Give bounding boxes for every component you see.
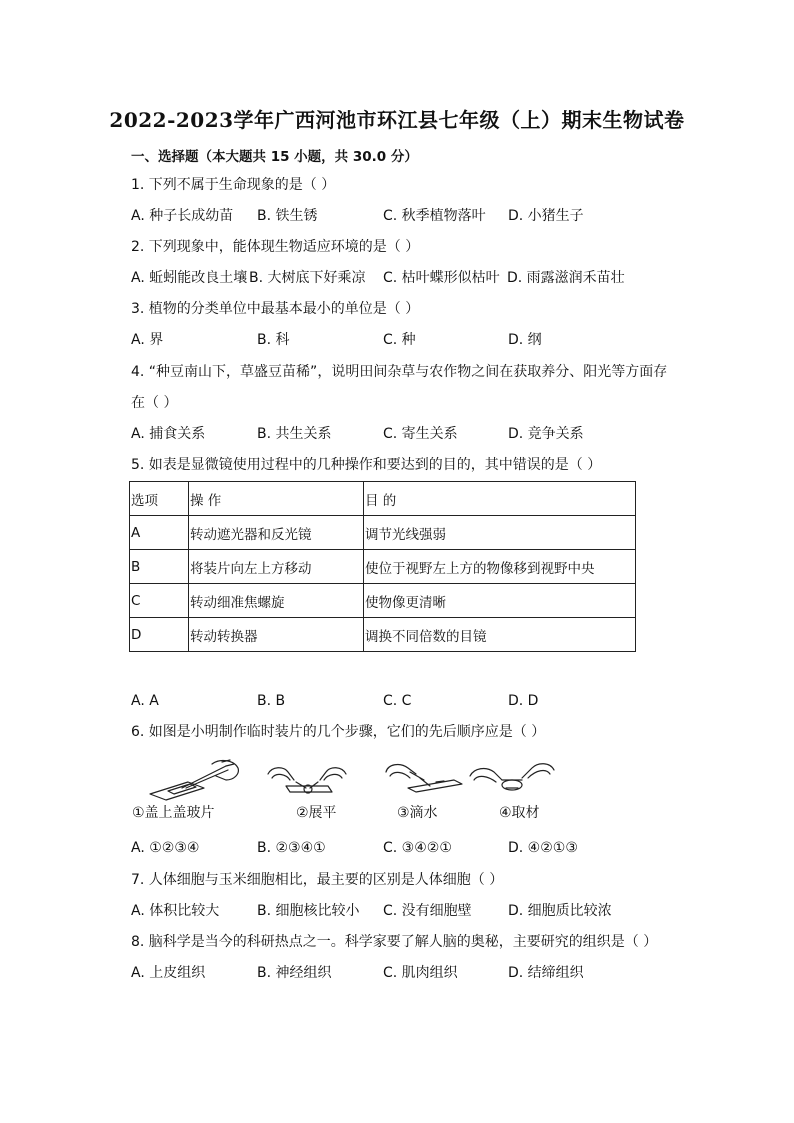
question-4-option-c[interactable]: C. 寄生关系	[383, 426, 458, 442]
table-header-row	[130, 482, 636, 516]
question-1-option-c[interactable]: C. 秋季植物落叶	[383, 208, 486, 224]
table-row	[130, 584, 636, 618]
question-6-stem: 6. 如图是小明制作临时装片的几个步骤，它们的先后顺序应是（ ）	[131, 724, 546, 740]
question-8-stem: 8. 脑科学是当今的科研热点之一。科学家要了解人脑的奥秘，主要研究的组织是（ ）	[131, 934, 658, 950]
question-2-option-d[interactable]: D. 雨露滋润禾苗壮	[507, 270, 625, 286]
table-row	[130, 618, 636, 652]
question-1-options	[131, 206, 651, 226]
question-8-option-c[interactable]: C. 肌肉组织	[383, 965, 458, 981]
question-3-option-d[interactable]: D. 纲	[508, 332, 542, 348]
table-cell: 调换不同倍数的目镜	[364, 618, 636, 652]
question-7-stem: 7. 人体细胞与玉米细胞相比，最主要的区别是人体细胞（ ）	[131, 872, 504, 888]
question-2-option-c[interactable]: C. 枯叶蝶形似枯叶	[383, 270, 500, 286]
table-cell: 使物像更清晰	[364, 584, 636, 618]
question-6-option-b[interactable]: B. ②③④①	[257, 840, 326, 856]
exam-title: 2022-2023学年广西河池市环江县七年级（上）期末生物试卷	[109, 108, 685, 132]
question-7-option-d[interactable]: D. 细胞质比较浓	[508, 903, 612, 919]
table-cell: 将装片向左上方移动	[189, 550, 364, 584]
question-6-option-a[interactable]: A. ①②③④	[131, 840, 200, 856]
question-7-option-b[interactable]: B. 细胞核比较小	[257, 903, 360, 919]
question-5-stem: 5. 如表是显微镜使用过程中的几种操作和要达到的目的，其中错误的是（ ）	[131, 457, 602, 473]
question-5-option-b[interactable]: B. B	[257, 693, 286, 709]
question-3-option-b[interactable]: B. 科	[257, 332, 290, 348]
table-cell: 调节光线强弱	[364, 516, 636, 550]
question-7-option-c[interactable]: C. 没有细胞壁	[383, 903, 472, 919]
question-3-options	[131, 330, 651, 350]
question-7-option-a[interactable]: A. 体积比较大	[131, 903, 220, 919]
table-header-cell: 选项	[130, 482, 189, 516]
table-cell: 使位于视野左上方的物像移到视野中央	[364, 550, 636, 584]
sampling-illustration	[470, 764, 554, 790]
table-row	[130, 516, 636, 550]
question-4-stem-continued: 在（ ）	[131, 395, 178, 411]
figure-label-2: ②展平	[296, 805, 337, 821]
coverslip-illustration	[150, 760, 238, 800]
table-header-cell: 目 的	[364, 482, 636, 516]
question-2-option-a[interactable]: A. 蚯蚓能改良土壤	[131, 270, 248, 286]
question-5-options	[131, 691, 651, 711]
question-1-option-a[interactable]: A. 种子长成幼苗	[131, 208, 234, 224]
figure-label-3: ③滴水	[397, 805, 438, 821]
question-3-option-c[interactable]: C. 种	[383, 332, 416, 348]
question-5-option-c[interactable]: C. C	[383, 693, 412, 709]
question-6-option-d[interactable]: D. ④②①③	[508, 840, 578, 856]
table-cell: 转动转换器	[189, 618, 364, 652]
question-1-option-b[interactable]: B. 铁生锈	[257, 208, 318, 224]
question-2-option-b[interactable]: B. 大树底下好乘凉	[249, 270, 366, 286]
spreading-illustration	[268, 768, 346, 793]
dropper-illustration	[386, 765, 462, 792]
question-4-option-d[interactable]: D. 竞争关系	[508, 426, 584, 442]
question-3-stem: 3. 植物的分类单位中最基本最小的单位是（ ）	[131, 301, 420, 317]
question-6-option-c[interactable]: C. ③④②①	[383, 840, 452, 856]
question-2-stem: 2. 下列现象中，能体现生物适应环境的是（ ）	[131, 239, 420, 255]
question-4-options	[131, 424, 651, 444]
table-cell: D	[130, 618, 189, 652]
question-1-stem: 1. 下列不属于生命现象的是（ ）	[131, 177, 336, 193]
question-5-option-d[interactable]: D. D	[508, 693, 539, 709]
figure-label-1: ①盖上盖玻片	[132, 805, 215, 821]
table-cell: C	[130, 584, 189, 618]
figure-label-4: ④取材	[499, 805, 540, 821]
question-6-options	[131, 838, 651, 858]
question-5-option-a[interactable]: A. A	[131, 693, 159, 709]
table-cell: 转动遮光器和反光镜	[189, 516, 364, 550]
question-3-option-a[interactable]: A. 界	[131, 332, 164, 348]
question-1-option-d[interactable]: D. 小猪生子	[508, 208, 584, 224]
table-cell: 转动细准焦螺旋	[189, 584, 364, 618]
question-8-option-a[interactable]: A. 上皮组织	[131, 965, 206, 981]
section-heading: 一、选择题（本大题共 15 小题，共 30.0 分）	[131, 149, 418, 165]
question-8-option-b[interactable]: B. 神经组织	[257, 965, 332, 981]
question-8-options	[131, 963, 651, 983]
question-4-stem: 4. “种豆南山下，草盛豆苗稀”，说明田间杂草与农作物之间在获取养分、阳光等方面存	[131, 364, 668, 380]
question-8-option-d[interactable]: D. 结缔组织	[508, 965, 584, 981]
microscope-table	[129, 481, 636, 652]
table-cell: A	[130, 516, 189, 550]
question-4-option-b[interactable]: B. 共生关系	[257, 426, 332, 442]
question-2-options	[131, 268, 651, 288]
table-header-cell: 操 作	[189, 482, 364, 516]
question-7-options	[131, 901, 651, 921]
table-row	[130, 550, 636, 584]
question-4-option-a[interactable]: A. 捕食关系	[131, 426, 206, 442]
table-cell: B	[130, 550, 189, 584]
